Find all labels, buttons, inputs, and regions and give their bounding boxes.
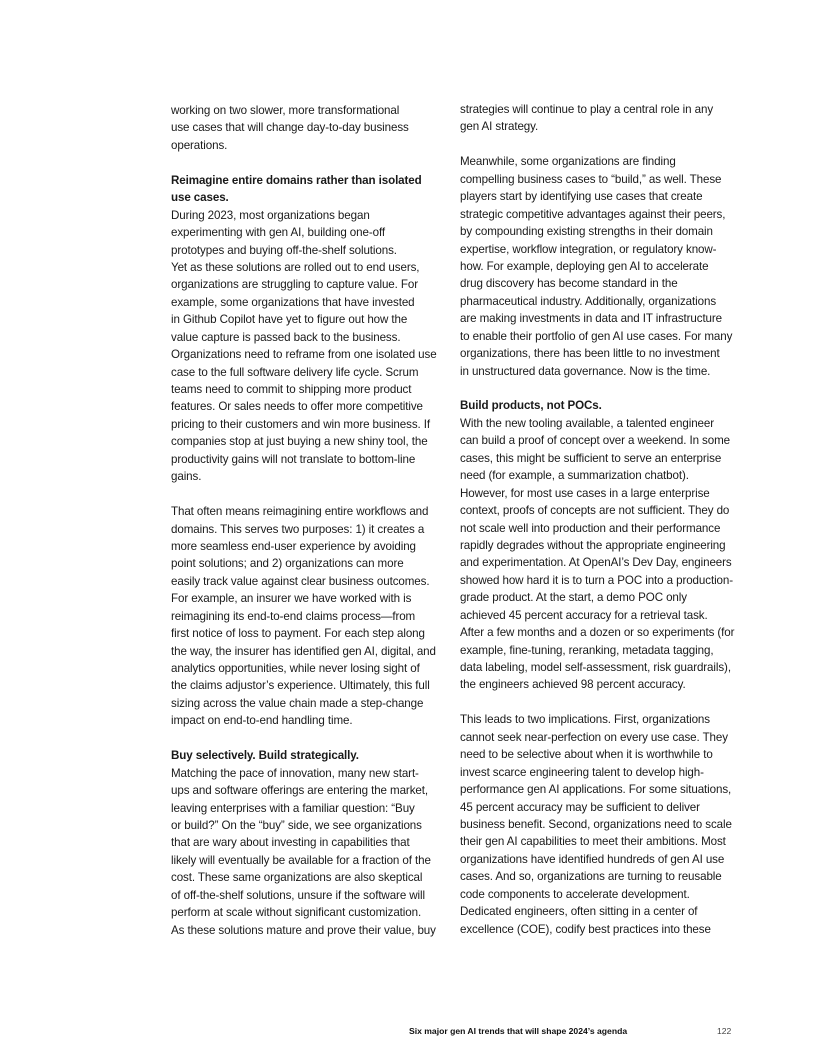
text-line: in Github Copilot have yet to figure out how the [171,313,408,327]
text-line: Matching the pace of innovation, many new start- [171,766,419,780]
paragraph [460,415,780,694]
text-line: likely will eventually be available for a fraction of the [171,853,431,867]
text-line: After a few months and a dozen or so experiments (for [460,626,735,640]
text-line: rapidly degrades without the appropriate engineering [460,538,726,552]
text-line: need to be selective about when it is worthwhile to [460,748,713,762]
text-line: cases. And so, organizations are turning to reusable [460,870,722,884]
text-line: example, fine-tuning, reranking, metadata tagging, [460,643,714,657]
text-line: showed how hard it is to turn a POC into a production- [460,573,733,587]
text-line: how. For example, deploying gen AI to accelerate [460,259,709,273]
text-line: context, proofs of concepts are not sufficient. They do [460,504,730,518]
text-line: Dedicated engineers, often sitting in a center of [460,905,698,919]
text-line: domains. This serves two purposes: 1) it creates a [171,522,425,536]
paragraph [460,153,780,380]
right-column [460,101,780,938]
text-line: or build?” On the “buy” side, we see organizations [171,818,422,832]
paragraph-gap [460,380,780,397]
text-line: organizations are struggling to capture value. For [171,278,418,292]
paragraph [171,765,461,939]
section-heading [460,397,780,414]
text-line: sizing across the value chain made a step-change [171,696,424,710]
text-line: value capture is passed back to the business. [171,330,401,344]
text-line: productivity gains will not translate to bottom-line [171,452,416,466]
text-line: reimagining its end-to-end claims process—from [171,609,416,623]
left-column [171,102,461,939]
text-line: pricing to their customers and win more business. If [171,417,430,431]
page-number: 122 [717,1026,732,1036]
text-line: drug discovery has become standard in the [460,277,678,291]
text-line: features. Or sales needs to offer more competitive [171,400,423,414]
text-line: Reimagine entire domains rather than isolated [171,173,422,187]
text-line: the way, the insurer has identified gen AI, digital, and [171,644,436,658]
text-line: teams need to commit to shipping more product [171,383,412,396]
text-line: During 2023, most organizations began [171,208,370,222]
text-line: prototypes and buying off-the-shelf solutions. [171,243,397,257]
text-line: cases, this might be sufficient to serve an enterprise [460,451,722,465]
paragraph-gap [460,136,780,153]
text-line: achieved 45 percent accuracy for a retrieval task. [460,608,708,622]
footer-report-title: Six major gen AI trends that will shape 2024’s agenda [409,1026,628,1036]
text-line: 45 percent accuracy may be sufficient to deliver [460,800,700,814]
paragraph-gap [171,154,461,171]
text-line: gains. [171,470,202,484]
text-line: the claims adjustor’s experience. Ultimately, this full [171,679,430,693]
text-line: For example, an insurer we have worked with is [171,592,412,606]
text-line: companies stop at just buying a new shiny tool, the [171,435,428,449]
text-line: That often means reimagining entire workflows and [171,505,429,519]
text-line: performance gen AI applications. For some situations, [460,783,732,797]
text-line: case to the full software delivery life cycle. Scrum [171,365,419,379]
text-line: expertise, workflow integration, or regulatory know- [460,242,717,256]
text-line: organizations have identified hundreds of gen AI use [460,852,725,866]
text-line: strategies will continue to play a central role in any [460,103,714,116]
paragraph [460,101,780,136]
text-line: pharmaceutical industry. Additionally, organizations [460,294,717,308]
text-line: gen AI strategy. [460,120,539,134]
text-line: ups and software offerings are entering the market, [171,784,428,798]
text-line: Build products, not POCs. [460,399,602,413]
text-line: analytics opportunities, while never losing sight of [171,662,420,675]
text-line: working on two slower, more transformational [171,104,400,117]
text-line: However, for most use cases in a large enterprise [460,486,710,500]
text-line: that are wary about investing in capabilities that [171,836,410,850]
text-line: of off-the-shelf solutions, unsure if the software will [171,888,425,902]
text-line: players start by identifying use cases that create [460,190,703,204]
text-line: data labeling, model self-assessment, risk guardrails), [460,661,731,674]
text-line: more seamless end-user experience by avoiding [171,539,416,553]
text-line: This leads to two implications. First, organizations [460,713,710,727]
text-line: perform at scale without significant customization. [171,906,422,920]
paragraph [171,503,461,730]
text-line: code components to accelerate development. [460,887,690,901]
text-line: Meanwhile, some organizations are finding [460,155,676,169]
section-heading [171,172,461,207]
text-line: first notice of loss to payment. For each step along [171,627,425,641]
paragraph-gap [171,730,461,747]
text-line: With the new tooling available, a talented engineer [460,416,714,430]
text-line: impact on end-to-end handling time. [171,714,353,728]
text-line: grade product. At the start, a demo POC only [460,591,687,605]
text-line: leaving enterprises with a familiar question: “Buy [171,801,415,815]
text-line: can build a proof of concept over a weekend. In some [460,434,730,448]
text-line: As these solutions mature and prove their value, buy [171,923,436,937]
section-heading [171,747,461,764]
text-line: Organizations need to reframe from one isolated use [171,348,437,362]
text-line: strategic competitive advantages against their peers, [460,207,726,221]
text-line: need (for example, a summarization chatbot). [460,469,689,483]
text-line: excellence (COE), codify best practices into these [460,922,711,936]
text-line: Buy selectively. Build strategically. [171,749,359,763]
text-line: are making investments in data and IT infrastructure [460,312,723,326]
paragraph-gap [460,694,780,711]
text-line: use cases. [171,191,229,205]
text-line: example, some organizations that have invested [171,295,415,309]
text-line: organizations, there has been little to no investment [460,347,720,361]
paragraph [460,711,780,938]
text-line: not scale well into production and their performance [460,521,721,535]
text-line: by compounding existing strengths in their domain [460,225,713,239]
text-line: easily track value against clear business outcomes. [171,574,430,588]
text-line: in unstructured data governance. Now is the time. [460,364,711,378]
text-line: Yet as these solutions are rolled out to end users, [171,260,420,274]
text-line: to enable their portfolio of gen AI use cases. For many [460,329,733,343]
paragraph [171,207,461,486]
text-line: compelling business cases to “build,” as well. These [460,172,722,186]
text-line: the engineers achieved 98 percent accuracy. [460,678,686,692]
text-line: experimenting with gen AI, building one-off [171,226,385,240]
text-line: business benefit. Second, organizations need to scale [460,817,732,831]
text-line: use cases that will change day-to-day business [171,121,409,135]
paragraph-gap [171,486,461,503]
text-line: operations. [171,138,228,152]
text-line: and experimentation. At OpenAI’s Dev Day, engineers [460,556,732,570]
text-line: point solutions; and 2) organizations can more [171,557,404,571]
paragraph [171,102,461,154]
text-line: cost. These same organizations are also skeptical [171,871,423,885]
text-line: invest scarce engineering talent to develop high- [460,765,704,779]
text-line: their gen AI capabilities to meet their ambitions. Most [460,835,726,849]
text-line: cannot seek near-perfection on every use case. They [460,730,728,744]
